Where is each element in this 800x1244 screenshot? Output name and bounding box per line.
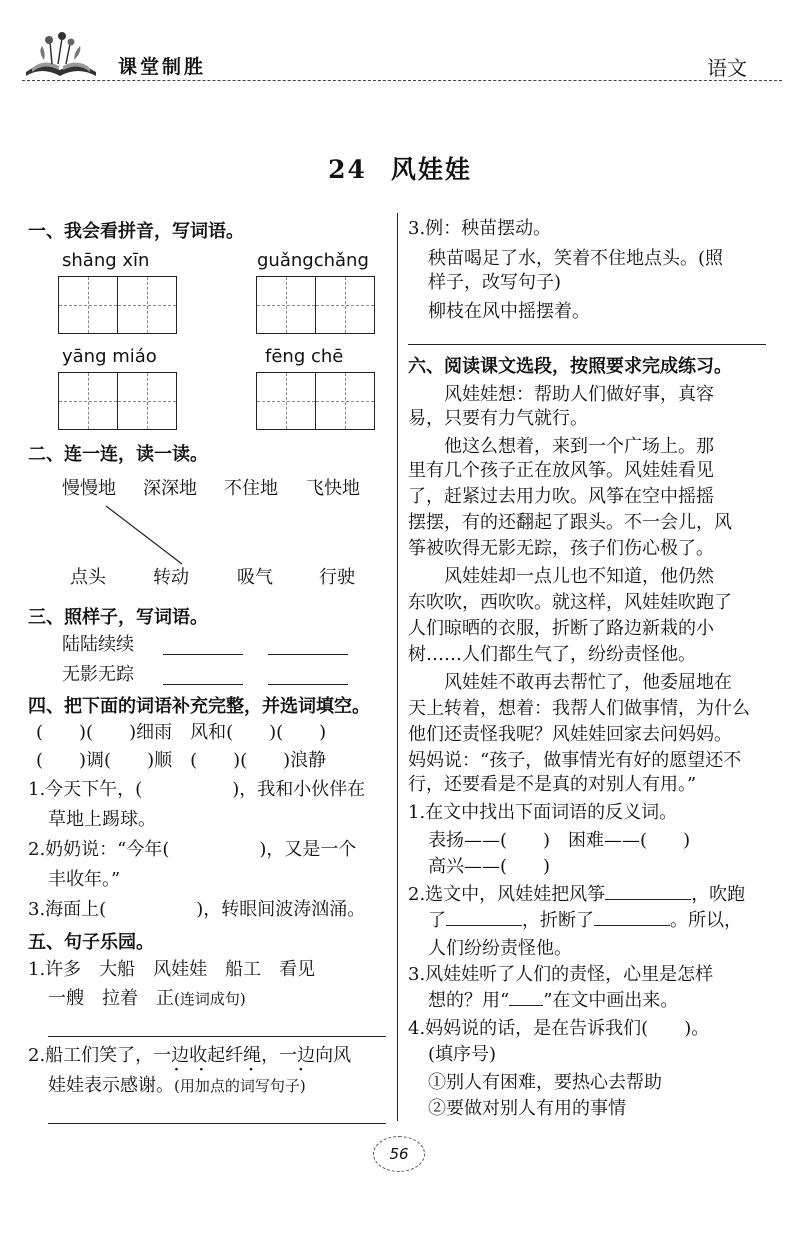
question-part: 了 [428, 910, 446, 931]
word-list [48, 984, 246, 1014]
question-text: 草地上踢球。 [48, 809, 156, 830]
match-top-item[interactable]: 深深地 [143, 478, 197, 499]
antonym-row[interactable]: 高兴——( ) [428, 856, 551, 877]
passage-line: 摆摆，有的还翻起了跟头。不一会儿，风 [408, 512, 732, 533]
passage-line: 树……人们都生气了，纷纷责怪他。 [408, 644, 696, 665]
pinyin-shangxin: shāng xīn [62, 250, 150, 271]
passage-line: 妈妈说：“孩子，做事情光有好的愿望还不 [408, 750, 742, 771]
match-bottom-item[interactable]: 点头 [70, 567, 106, 588]
lesson-number: 24 [328, 155, 367, 184]
answer-blank[interactable] [268, 666, 348, 685]
writing-cell[interactable] [256, 276, 316, 334]
writing-cell[interactable] [117, 276, 177, 334]
example-word: 陆陆续续 [62, 634, 134, 655]
question-text: 3.例：秧苗摆动。 [408, 218, 552, 239]
passage-line: 天上转着，想着：我帮人们做事情，为什么 [408, 698, 750, 719]
question-text[interactable]: 1.今天下午，( )，我和小伙伴在 [28, 779, 366, 800]
pinyin-fengche: fēng chē [265, 346, 344, 367]
fill-row[interactable]: ( )调( )顺 ( )( )浪静 [36, 750, 327, 771]
option-2[interactable]: ②要做对别人有用的事情 [428, 1098, 626, 1119]
writing-cell[interactable] [58, 372, 118, 430]
section-5-heading: 五、句子乐园。 [28, 932, 154, 953]
passage-line: 筝被吹得无影无踪，孩子们伤心极了。 [408, 538, 714, 559]
passage-line: 人们晾晒的衣服，折断了路边新栽的小 [408, 618, 714, 639]
question-text[interactable]: 2.奶奶说：“今年( )，又是一个 [28, 839, 357, 860]
option-1[interactable]: ①别人有困难，要热心去帮助 [428, 1072, 662, 1093]
word-list: 1.许多 大船 风娃娃 船工 看见 [28, 959, 316, 980]
answer-blank[interactable] [446, 907, 522, 926]
question-text[interactable]: 4.妈妈说的话，是在告诉我们( )。 [408, 1018, 710, 1039]
word-list-cont: 一艘 拉着 正 [48, 988, 174, 1009]
match-top-item[interactable]: 飞快地 [306, 478, 360, 499]
passage-line: 风娃娃想：帮助人们做好事，真容 [444, 384, 714, 405]
question-text[interactable]: 3.海面上( )，转眼间波涛汹涌。 [28, 899, 366, 920]
page-title [0, 150, 800, 186]
passage-line: 风娃娃却一点儿也不知道，他仍然 [444, 566, 714, 587]
match-bottom-item[interactable]: 行驶 [319, 567, 355, 588]
section-1-heading: 一、我会看拼音，写词语。 [28, 221, 244, 242]
question-text [428, 986, 678, 1016]
question-text: 丰收年。” [48, 869, 121, 890]
match-top-item[interactable]: 慢慢地 [62, 478, 116, 499]
example-word: 无影无踪 [62, 664, 134, 685]
writing-cell[interactable] [315, 372, 375, 430]
match-bottom-item[interactable]: 吸气 [237, 567, 273, 588]
question-text: 3.风娃娃听了人们的责怪，心里是怎样 [408, 964, 714, 985]
writing-cell[interactable] [256, 372, 316, 430]
question-text: 人们纷纷责怪他。 [428, 938, 572, 959]
writing-cell[interactable] [117, 372, 177, 430]
emphasis-dots: ·· · · [174, 1062, 324, 1078]
section-2-heading: 二、连一连，读一读。 [28, 444, 208, 465]
lesson-title: 风娃娃 [390, 155, 472, 184]
pinyin-yangmiao: yāng miáo [62, 346, 157, 367]
instruction-note: (填序号) [428, 1044, 497, 1065]
section-4-heading: 四、把下面的词语补充完整，并选词填空。 [28, 696, 370, 717]
match-top-item[interactable]: 不住地 [224, 478, 278, 499]
book-flower-logo-icon [22, 30, 100, 78]
fill-row[interactable]: ( )( )细雨 风和( )( ) [36, 722, 327, 743]
question-text [428, 906, 742, 936]
answer-line[interactable] [48, 1123, 386, 1124]
passage-line: 风娃娃不敢再去帮忙了，他委屈地在 [444, 672, 732, 693]
underline-sample [509, 987, 543, 1006]
column-divider [397, 213, 398, 1121]
antonym-row[interactable]: 表扬——( ) 困难——( ) [428, 830, 691, 851]
rewrite-sentence[interactable]: 柳枝在风中摇摆着。 [428, 301, 590, 322]
page-number: 56 [373, 1136, 425, 1172]
passage-line: 他这么想着，来到一个广场上。那 [444, 436, 714, 457]
writing-cell[interactable] [315, 276, 375, 334]
answer-blank[interactable] [163, 636, 243, 655]
answer-blank[interactable] [594, 907, 670, 926]
question-part: ，吹跑 [691, 884, 746, 905]
passage-line: 他们还责怪我呢？风娃娃回家去问妈妈。 [408, 724, 732, 745]
example-sentence: 秧苗喝足了水，笑着不住地点头。(照 [428, 248, 724, 269]
answer-line[interactable] [48, 1036, 386, 1037]
question-part: ”在文中画出来。 [543, 990, 679, 1011]
answer-blank[interactable] [163, 666, 243, 685]
instruction-note: (用加点的词写句子) [174, 1077, 306, 1095]
question-part: ，折断了 [522, 910, 594, 931]
passage-line: 里有几个孩子正在放风筝。风娃娃看见 [408, 460, 714, 481]
pinyin-guangchang: guǎngchǎng [257, 250, 369, 271]
answer-blank[interactable] [605, 881, 691, 900]
instruction-note: (连词成句) [174, 990, 246, 1008]
section-3-heading: 三、照样子，写词语。 [28, 607, 208, 628]
passage-line: 东吹吹，西吹吹。就这样，风娃娃吹跑了 [408, 592, 732, 613]
passage-line: 易，只要有力气就行。 [408, 408, 588, 429]
question-text: 2.船工们笑了，一边收起纤绳，一边向风 [28, 1045, 352, 1066]
section-6-heading: 六、阅读课文选段，按照要求完成练习。 [408, 356, 732, 377]
question-text: 1.在文中找出下面词语的反义词。 [408, 802, 678, 823]
instruction-note: 样子，改写句子) [428, 272, 562, 293]
section-divider [408, 344, 766, 345]
match-bottom-item[interactable]: 转动 [153, 567, 189, 588]
header-divider [22, 80, 782, 81]
sentence-text: 娃娃表示感谢。 [48, 1075, 174, 1096]
question-part: 。所以， [670, 910, 742, 931]
question-part: 想的？用“ [428, 990, 510, 1011]
answer-blank[interactable] [268, 636, 348, 655]
subject-label: 语文 [707, 56, 747, 80]
match-line [100, 504, 190, 566]
passage-line: 了，赶紧过去用力吹。风筝在空中摇摇 [408, 486, 714, 507]
question-part: 2.选文中，风娃娃把风筝 [408, 884, 606, 905]
passage-line: 行，还要看是不是真的对别人有用。” [408, 774, 697, 795]
writing-cell[interactable] [58, 276, 118, 334]
brand-title: 课堂制胜 [118, 56, 207, 78]
